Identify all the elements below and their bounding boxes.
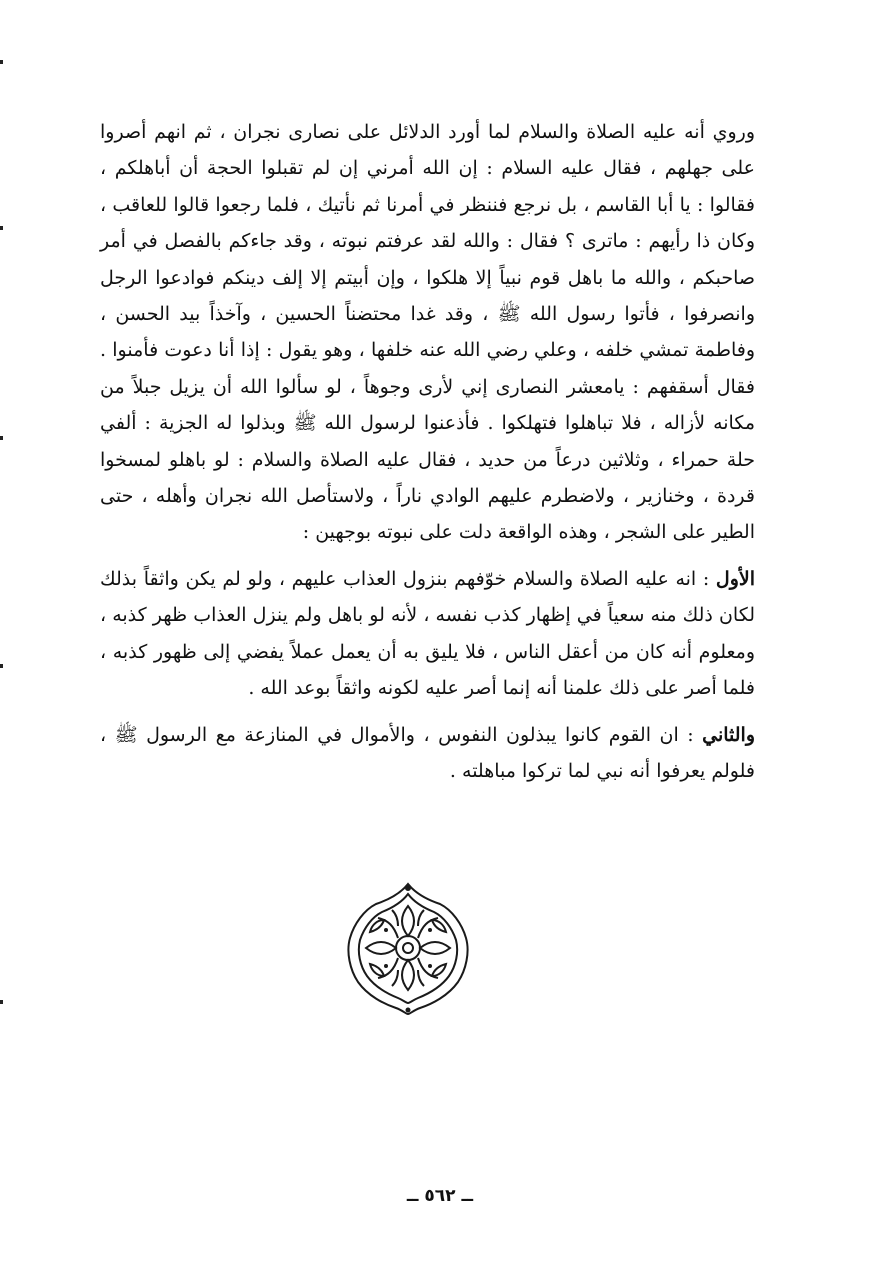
arabesque-medallion-icon	[342, 880, 474, 1016]
scan-edge-mark	[0, 226, 3, 230]
paragraph-text: : ان القوم كانوا يبذلون النفوس ، والأموال في المنازعة مع الرسول ﷺ ، فلولم يعرفوا أنه نبي لما تركوا مباهلته .	[100, 723, 755, 782]
page-number: ــ ٥٦٢ ــ	[406, 1186, 474, 1206]
paragraph-text: : انه عليه الصلاة والسلام خوّفهم بنزول العذاب عليهم ، ولو لم يكن واثقاً بذلك لكان ذلك منه سعياً في إظهار كذب نفسه ، لأنه لو باهل ولم ينزل العذاب ظهر كذبه ، ومعلوم أنه كان من أعقل الناس ، فلا يليق به أن يعمل عملاً يفضي إلى ظهور كذبه ، فلما أصر على ذلك علمنا أنه إنما أصر عليه لكونه واثقاً بوعد الله .	[100, 567, 755, 700]
paragraph-second-reason	[100, 717, 755, 790]
paragraph-text: وروي أنه عليه الصلاة والسلام لما أورد الدلائل على نصارى نجران ، ثم انهم أصروا على جهلهم ، فقال عليه السلام : إن الله أمرني إن لم تقبلوا الحجة أن أباهلكم ، فقالوا : يا أبا القاسم ، بل نرجع فننظر في أمرنا ثم نأتيك ، فلما رجعوا قالوا للعاقب ، وكان ذا رأيهم : ماترى ؟ فقال : والله لقد عرفتم نبوته ، وقد جاءكم بالفصل في أمر صاحبكم ، والله ما باهل قوم نبياً إلا هلكوا ، وإن أبيتم إلا إلف دينكم فوادعوا الرجل وانصرفوا ، فأتوا رسول الله ﷺ ، وقد غدا محتضناً الحسين ، وآخذاً بيد الحسن ، وفاطمة تمشي خلفه ، وعلي رضي الله عنه خلفها ، وهو يقول : إذا أنا دعوت فأمنوا . فقال أسقفهم : يامعشر النصارى إني لأرى وجوهاً ، لو سألوا الله أن يزيل جبلاً من مكانه لأزاله ، فلا تباهلوا فتهلكوا . فأذعنوا لرسول الله ﷺ وبذلوا له الجزية : ألفي حلة حمراء ، وثلاثين درعاً من حديد ، فقال عليه الصلاة والسلام : لو باهلو لمسخوا قردة ، وخنازير ، ولاضطرم عليهم الوادي ناراً ، ولاستأصل الله نجران وأهله ، حتى الطير على الشجر ، وهذه الواقعة دلت على نبوته بوجهين :	[100, 121, 755, 544]
paragraph-lead-word: الأول	[715, 567, 755, 590]
scan-edge-mark	[0, 436, 3, 440]
scan-edge-mark	[0, 664, 3, 668]
body-text	[100, 114, 755, 789]
paragraph-first-reason	[100, 561, 755, 707]
scan-edge-mark	[0, 1000, 3, 1004]
scan-edge-mark	[0, 60, 3, 64]
paragraph-lead-word: والثاني	[702, 723, 755, 746]
paragraph-narration	[100, 114, 755, 551]
